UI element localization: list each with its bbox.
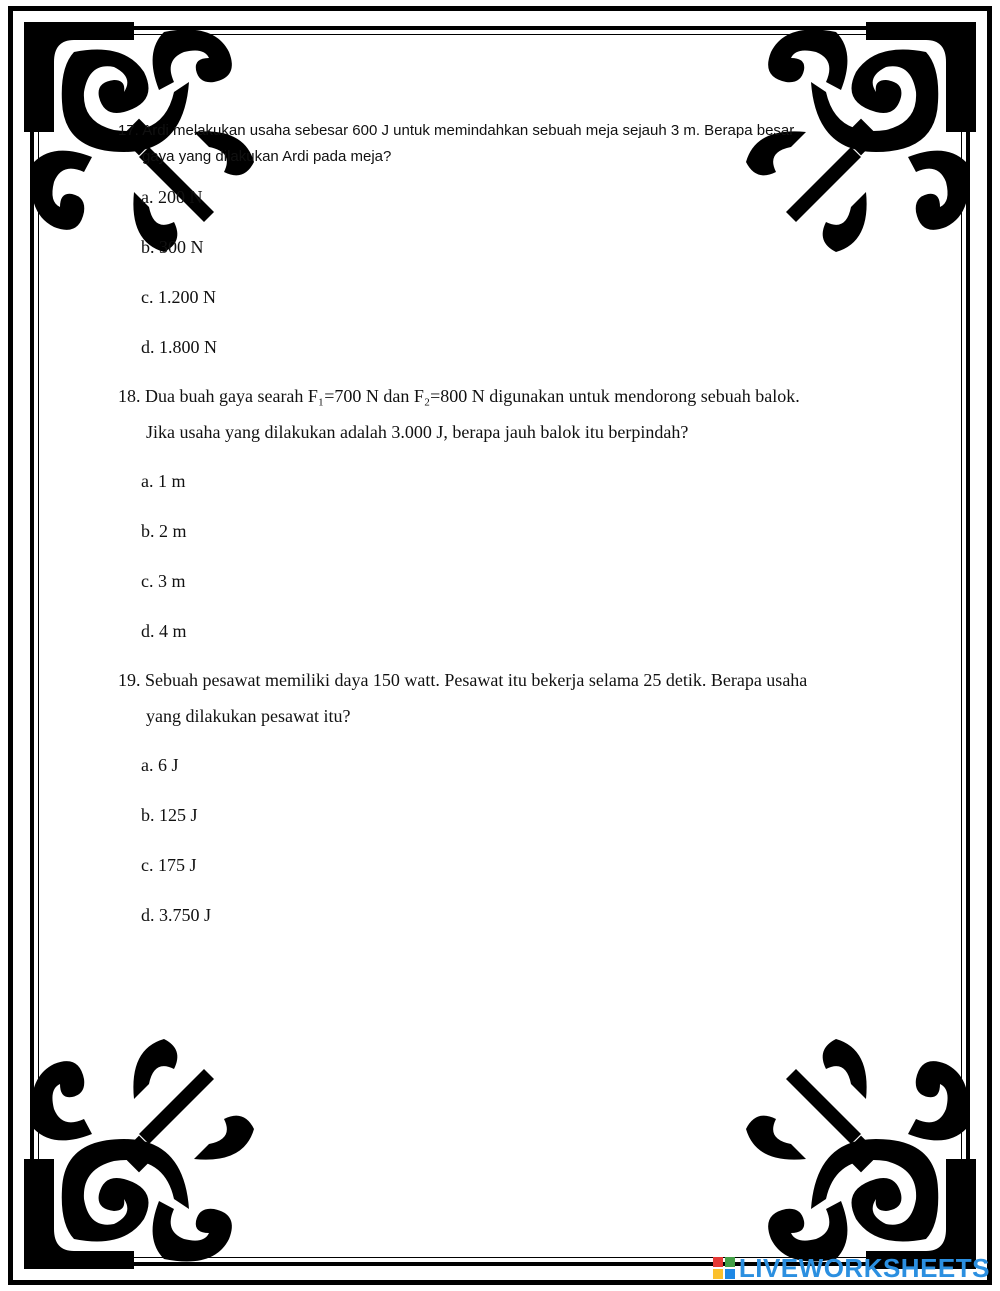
- q17-option-d[interactable]: d. 1.800 N: [141, 337, 217, 357]
- q17-option-a[interactable]: a. 200 N: [141, 187, 203, 207]
- q19-option-b[interactable]: b. 125 J: [141, 805, 198, 825]
- logo-block-green: [725, 1257, 735, 1267]
- q18-option-d[interactable]: d. 4 m: [141, 621, 187, 641]
- question-18-line-2: Jika usaha yang dilakukan adalah 3.000 J, berapa jauh balok itu berpindah?: [146, 422, 689, 442]
- question-17-line-1: 17. Ardi melakukan usaha sebesar 600 J untuk memindahkan sebuah meja sejauh 3 m. Berapa besar: [118, 122, 795, 139]
- q18-option-c[interactable]: c. 3 m: [141, 571, 186, 591]
- logo-block-blue: [725, 1269, 735, 1279]
- liveworksheets-watermark: [713, 1253, 990, 1283]
- q19-option-d[interactable]: d. 3.750 J: [141, 905, 212, 925]
- question-19-line-1: 19. Sebuah pesawat memiliki daya 150 watt. Pesawat itu bekerja selama 25 detik. Berapa usaha: [118, 670, 808, 690]
- logo-block-red: [713, 1257, 723, 1267]
- liveworksheets-wordmark: LIVEWORKSHEETS: [738, 1252, 990, 1283]
- q19-option-c[interactable]: c. 175 J: [141, 855, 197, 875]
- q17-option-b[interactable]: b. 300 N: [141, 237, 204, 257]
- q17-option-c[interactable]: c. 1.200 N: [141, 287, 216, 307]
- question-17: [118, 118, 858, 170]
- question-19-line-2: yang dilakukan pesawat itu?: [146, 706, 351, 726]
- q18-option-a[interactable]: a. 1 m: [141, 471, 186, 491]
- liveworksheets-logo-icon: [713, 1257, 735, 1279]
- question-17-line-2: gaya yang dilakukan Ardi pada meja?: [142, 148, 392, 165]
- logo-block-yellow: [713, 1269, 723, 1279]
- question-18-line-1: 18. Dua buah gaya searah F₁=700 N dan F₂=800 N digunakan untuk mendorong sebuah balok.: [118, 386, 800, 406]
- q18-option-b[interactable]: b. 2 m: [141, 521, 187, 541]
- question-18: [118, 378, 878, 450]
- question-19: [118, 662, 878, 734]
- q19-option-a[interactable]: a. 6 J: [141, 755, 179, 775]
